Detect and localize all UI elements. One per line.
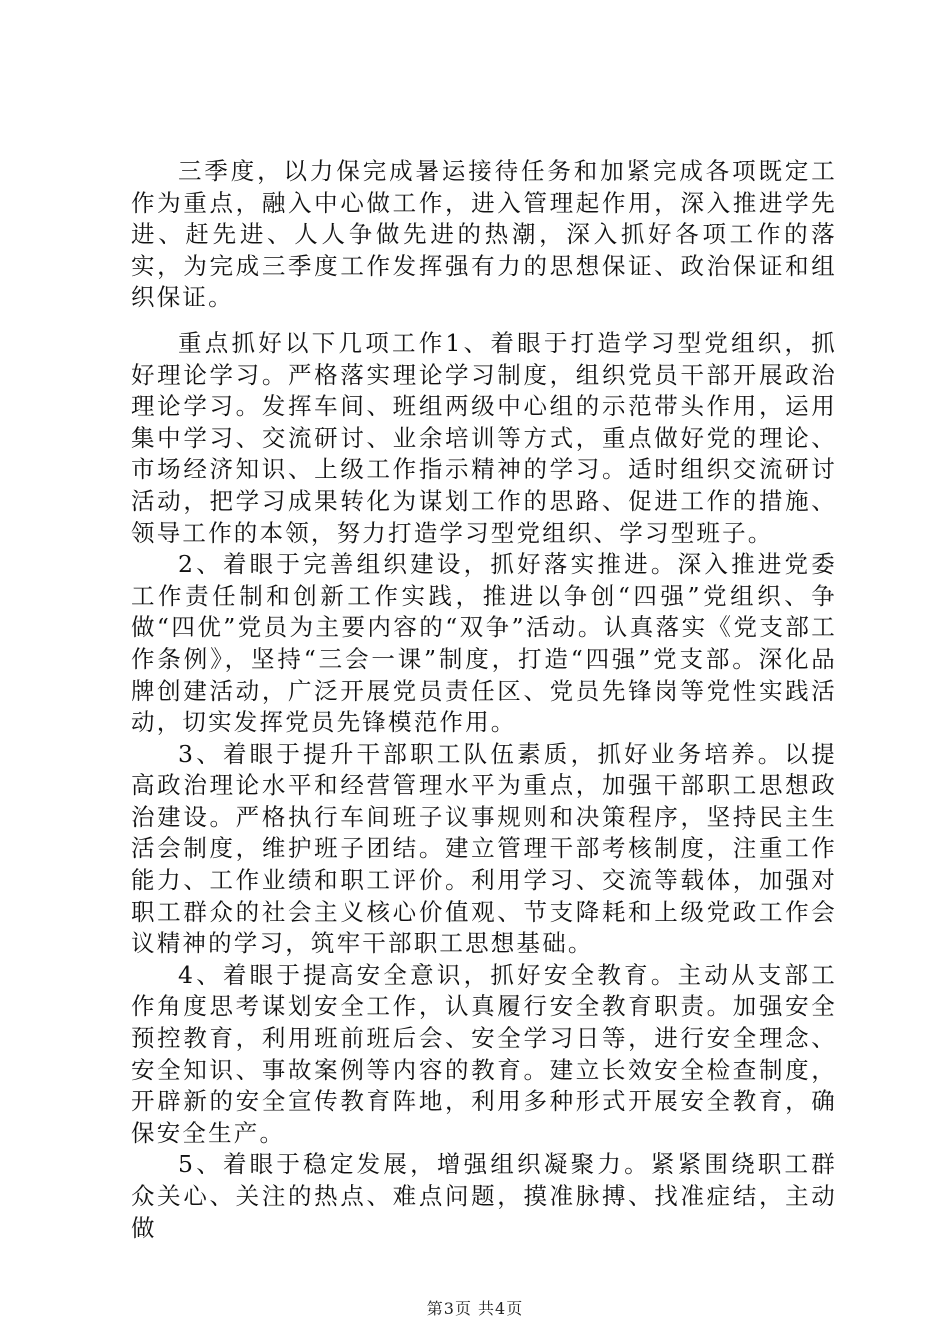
paragraph-item-1: 重点抓好以下几项工作1、着眼于打造学习型党组织，抓好理论学习。严格落实理论学习制度，组织党员干部开展政治理论学习。发挥车间、班组两级中心组的示范带头作用，运用集中学习、交流研讨、业余培训等方式，重点做好党的理论、市场经济知识、上级工作指示精神的学习。适时组织交流研讨活动，把学习成果转化为谋划工作的思路、促进工作的措施、领导工作的本领，努力打造学习型党组织、学习型班子。: [131, 328, 837, 547]
paragraph-item-3: 3、着眼于提升干部职工队伍素质，抓好业务培养。以提高政治理论水平和经营管理水平为重点，加强干部职工思想政治建设。严格执行车间班子议事规则和决策程序，坚持民主生活会制度，维护班子团结。建立管理干部考核制度，注重工作能力、工作业绩和职工评价。利用学习、交流等载体，加强对职工群众的社会主义核心价值观、节支降耗和上级党政工作会议精神的学习，筑牢干部职工思想基础。: [131, 739, 837, 958]
paragraph-item-4: 4、着眼于提高安全意识，抓好安全教育。主动从支部工作角度思考谋划安全工作，认真履行安全教育职责。加强安全预控教育，利用班前班后会、安全学习日等，进行安全理念、安全知识、事故案例等内容的教育。建立长效安全检查制度，开辟新的安全宣传教育阵地，利用多种形式开展安全教育，确保安全生产。: [131, 960, 837, 1147]
document-body: [131, 156, 837, 1244]
paragraph-item-2: 2、着眼于完善组织建设，抓好落实推进。深入推进党委工作责任制和创新工作实践，推进以争创“四强”党组织、争做“四优”党员为主要内容的“双争”活动。认真落实《党支部工作条例》，坚持“三会一课”制度，打造“四强”党支部。深化品牌创建活动，广泛开展党员责任区、党员先锋岗等党性实践活动，切实发挥党员先锋模范作用。: [131, 550, 837, 737]
paragraph-item-5: 5、着眼于稳定发展，增强组织凝聚力。紧紧围绕职工群众关心、关注的热点、难点问题，摸准脉搏、找准症结，主动做: [131, 1150, 837, 1242]
page-footer: 第3页 共4页: [426, 1299, 524, 1318]
paragraph-intro: 三季度，以力保完成暑运接待任务和加紧完成各项既定工作为重点，融入中心做工作，进入管理起作用，深入推进学先进、赶先进、人人争做先进的热潮，深入抓好各项工作的落实，为完成三季度工作发挥强有力的思想保证、政治保证和组织保证。: [131, 157, 837, 312]
